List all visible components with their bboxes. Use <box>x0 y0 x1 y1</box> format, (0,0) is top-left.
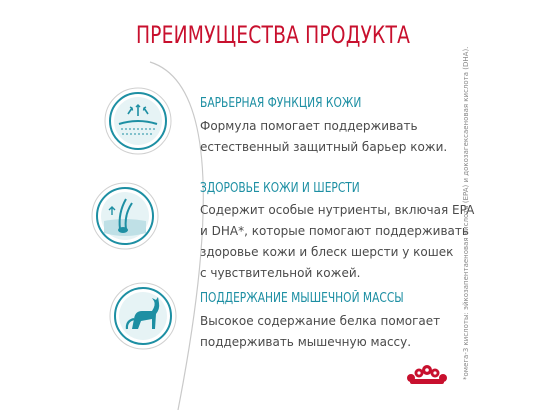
description-line: естественный защитный барьер кожи. <box>200 140 448 154</box>
description-line: Формула помогает поддерживать <box>200 119 418 133</box>
cat-muscle-icon <box>108 281 178 351</box>
benefit-description-muscle <box>200 311 440 353</box>
brand-crown-logo <box>405 364 449 388</box>
hair-follicle-icon <box>90 181 160 251</box>
benefit-heading-skin-coat: ЗДОРОВЬЕ КОЖИ И ШЕРСТИ <box>200 181 360 196</box>
footnote: *омега-3 кислоты: эйкозапентаеновая кислота (EPA) и докозагексаеновая кислота (DHA). <box>462 46 470 380</box>
benefit-description-skin-coat <box>200 200 474 284</box>
description-line: Высокое содержание белка помогает <box>200 314 441 328</box>
description-line: поддерживать мышечную массу. <box>200 335 412 349</box>
description-line: Содержит особые нутриенты, включая EPA <box>200 203 475 217</box>
skin-barrier-icon <box>103 86 173 156</box>
benefit-description-skin-barrier <box>200 116 447 158</box>
benefit-heading-skin-barrier: БАРЬЕРНАЯ ФУНКЦИЯ КОЖИ <box>200 96 362 111</box>
description-line: здоровье кожи и блеск шерсти у кошек <box>200 245 454 259</box>
page-title: ПРЕИМУЩЕСТВА ПРОДУКТА <box>135 21 411 49</box>
description-line: с чувствительной кожей. <box>200 266 361 280</box>
description-line: и DHA*, которые помогают поддерживать <box>200 224 469 238</box>
benefit-heading-muscle: ПОДДЕРЖАНИЕ МЫШЕЧНОЙ МАССЫ <box>200 291 404 306</box>
